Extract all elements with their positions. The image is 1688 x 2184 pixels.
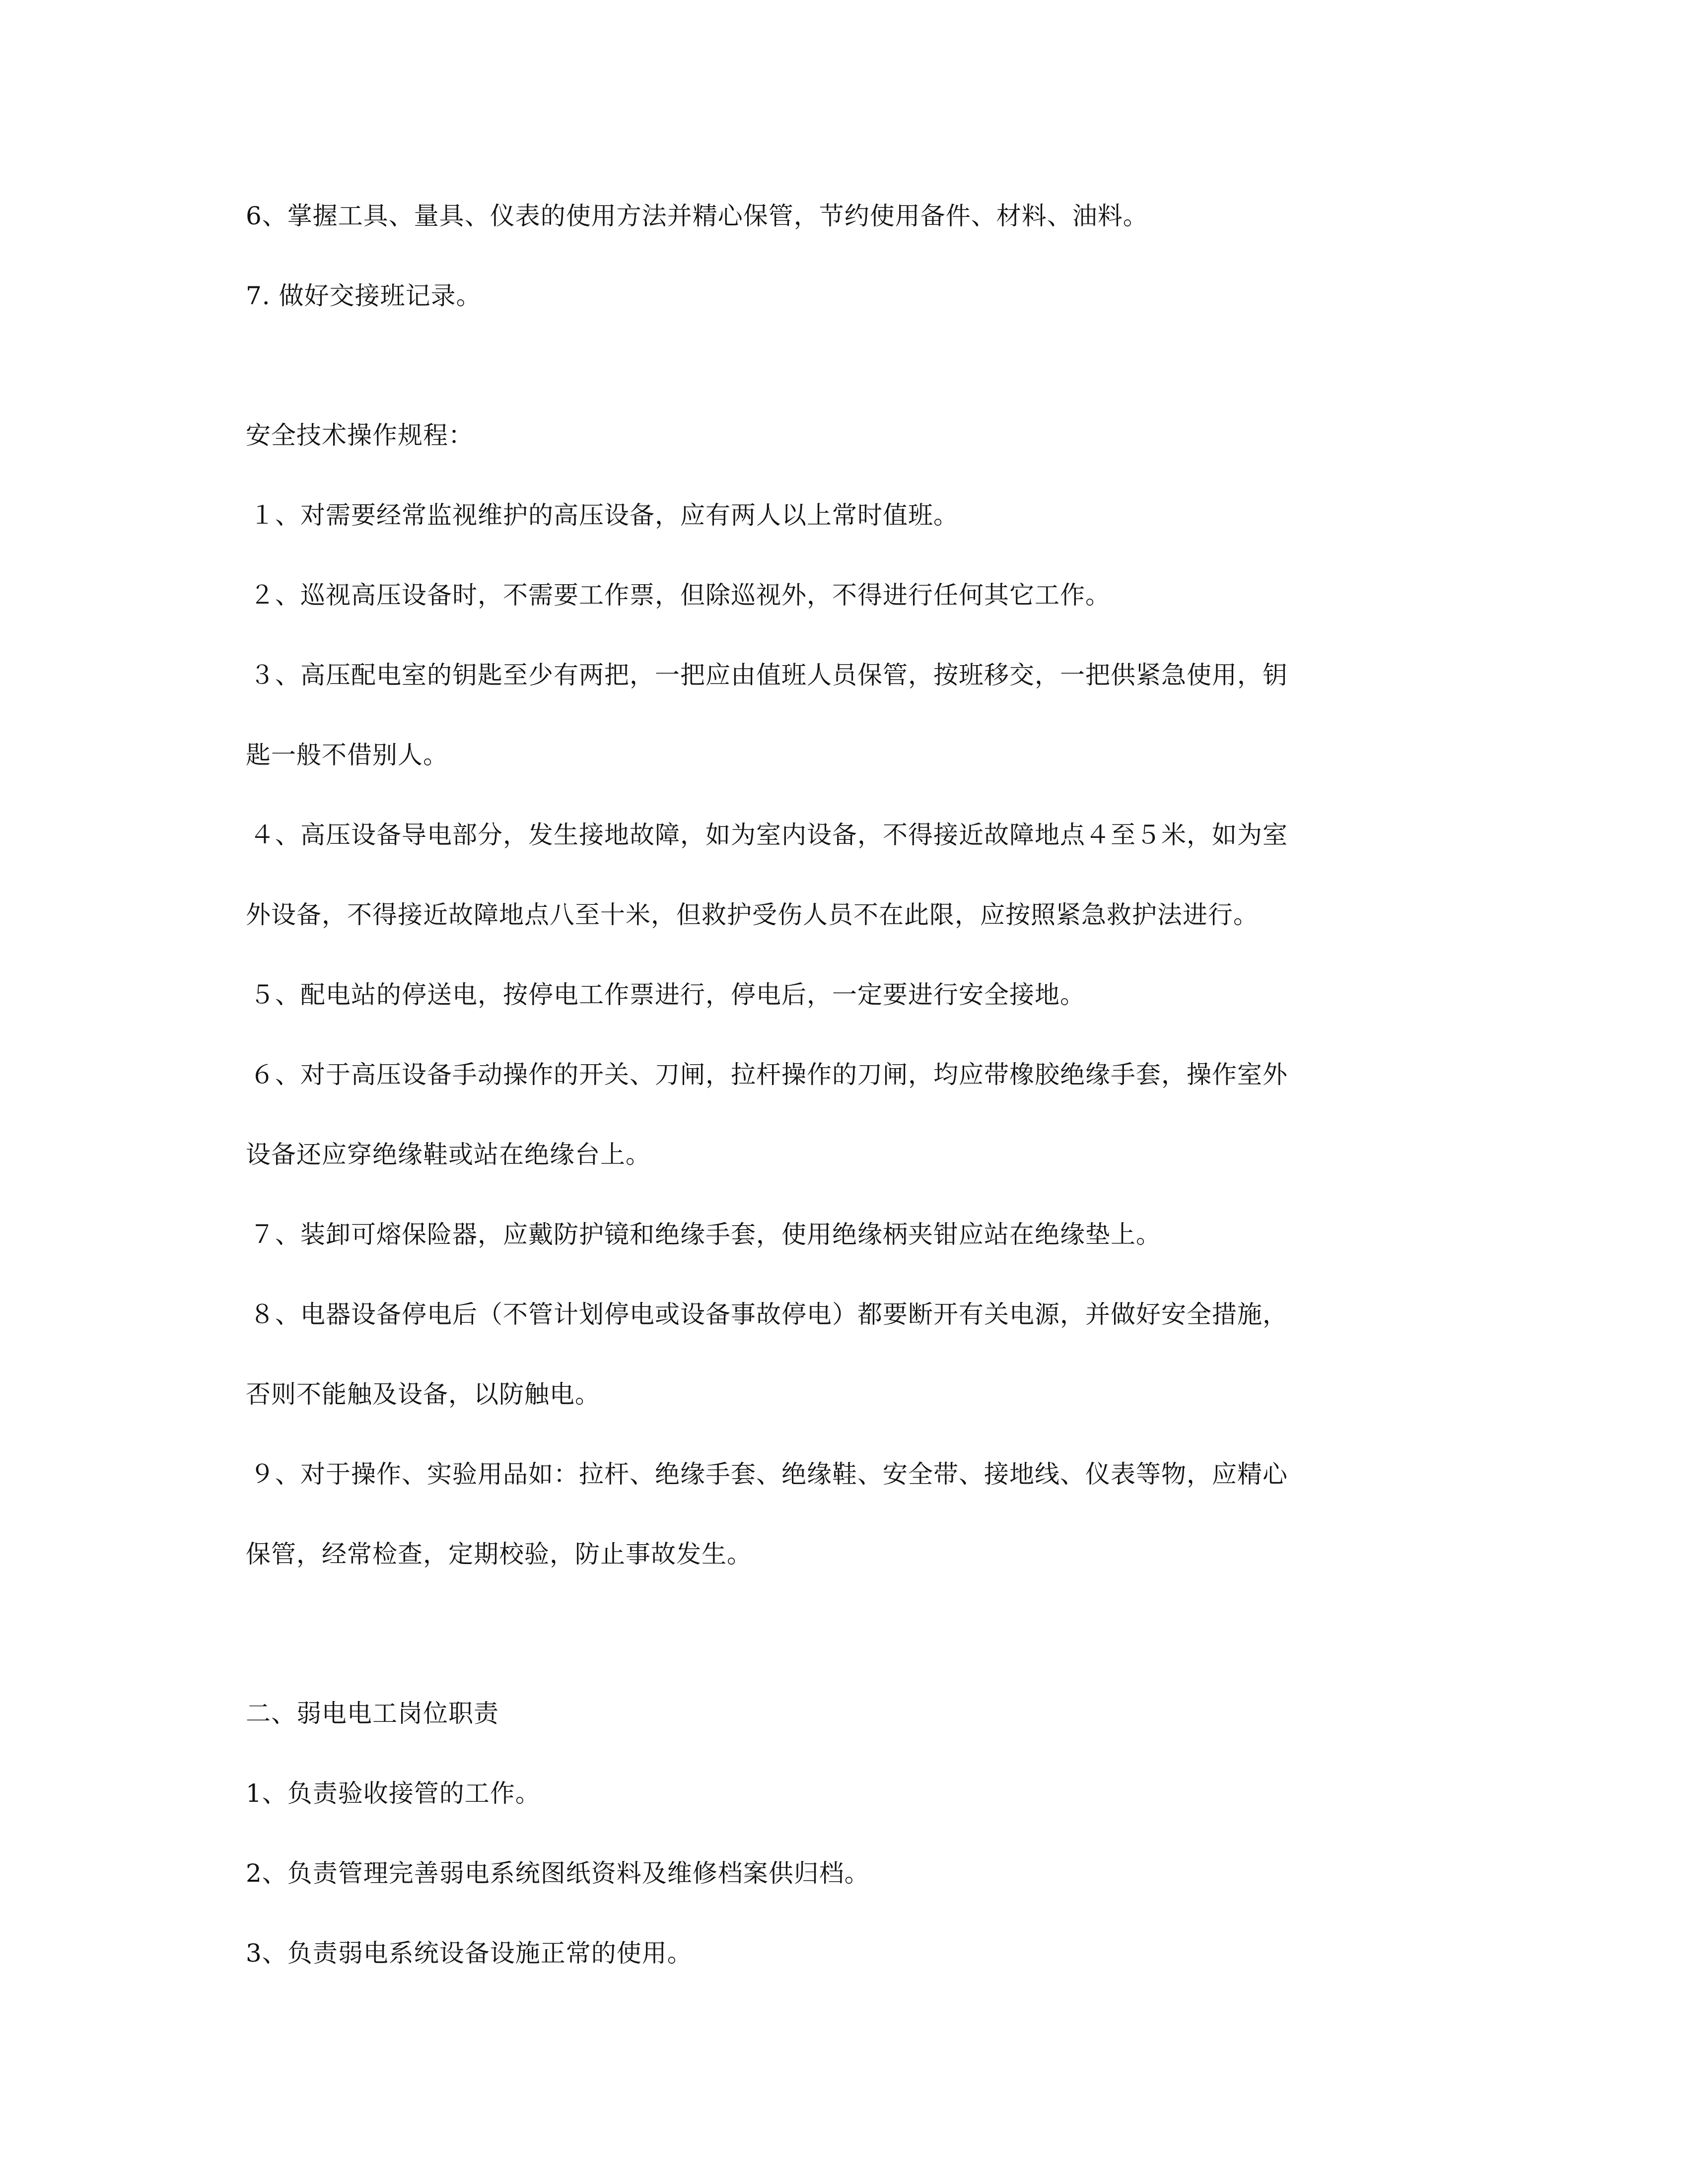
text-line-rule-1: １、对需要经常监视维护的高压设备，应有两人以上常时值班。 [250, 501, 959, 530]
text-line-rule-3: ３、高压配电室的钥匙至少有两把，一把应由值班人员保管，按班移交，一把供紧急使用，钥 [250, 661, 1288, 689]
text-line-rule-4: ４、高压设备导电部分，发生接地故障，如为室内设备，不得接近故障地点４至５米，如为室 [250, 820, 1288, 849]
text-line-rule-9-cont: 保管，经常检查，定期校验，防止事故发生。 [246, 1540, 752, 1569]
text-line-weak-duty-1: 1、负责验收接管的工作。 [246, 1779, 541, 1808]
text-line-rule-2: ２、巡视高压设备时，不需要工作票，但除巡视外，不得进行任何其它工作。 [250, 581, 1111, 610]
text-line-weak-duty-2: 2、负责管理完善弱电系统图纸资料及维修档案供归档。 [246, 1859, 870, 1888]
text-line-rule-5: ５、配电站的停送电，按停电工作票进行，停电后，一定要进行安全接地。 [250, 980, 1085, 1009]
section-heading-safety-rules: 安全技术操作规程： [246, 421, 474, 450]
text-line-rule-7: ７、装卸可熔保险器，应戴防护镜和绝缘手套，使用绝缘柄夹钳应站在绝缘垫上。 [250, 1220, 1161, 1249]
text-line-duty-6: 6、掌握工具、量具、仪表的使用方法并精心保管，节约使用备件、材料、油料。 [246, 202, 1148, 230]
section-heading-weak-current: 二、弱电电工岗位职责 [246, 1699, 499, 1728]
text-line-rule-9: ９、对于操作、实验用品如：拉杆、绝缘手套、绝缘鞋、安全带、接地线、仪表等物，应精心 [250, 1460, 1288, 1489]
text-line-rule-4-cont: 外设备，不得接近故障地点八至十米，但救护受伤人员不在此限，应按照紧急救护法进行。 [246, 900, 1259, 929]
text-line-weak-duty-3: 3、负责弱电系统设备设施正常的使用。 [246, 1939, 693, 1968]
text-line-rule-3-cont: 匙一般不借别人。 [246, 741, 448, 769]
text-line-rule-6: ６、对于高压设备手动操作的开关、刀闸，拉杆操作的刀闸，均应带橡胶绝缘手套，操作室外 [250, 1060, 1288, 1089]
text-line-rule-8: ８、电器设备停电后（不管计划停电或设备事故停电）都要断开有关电源，并做好安全措施， [250, 1300, 1288, 1329]
text-line-rule-6-cont: 设备还应穿绝缘鞋或站在绝缘台上。 [246, 1140, 651, 1169]
text-line-rule-8-cont: 否则不能触及设备，以防触电。 [246, 1380, 600, 1409]
text-line-duty-7: 7. 做好交接班记录。 [246, 281, 482, 310]
document-body [246, 196, 1457, 1973]
